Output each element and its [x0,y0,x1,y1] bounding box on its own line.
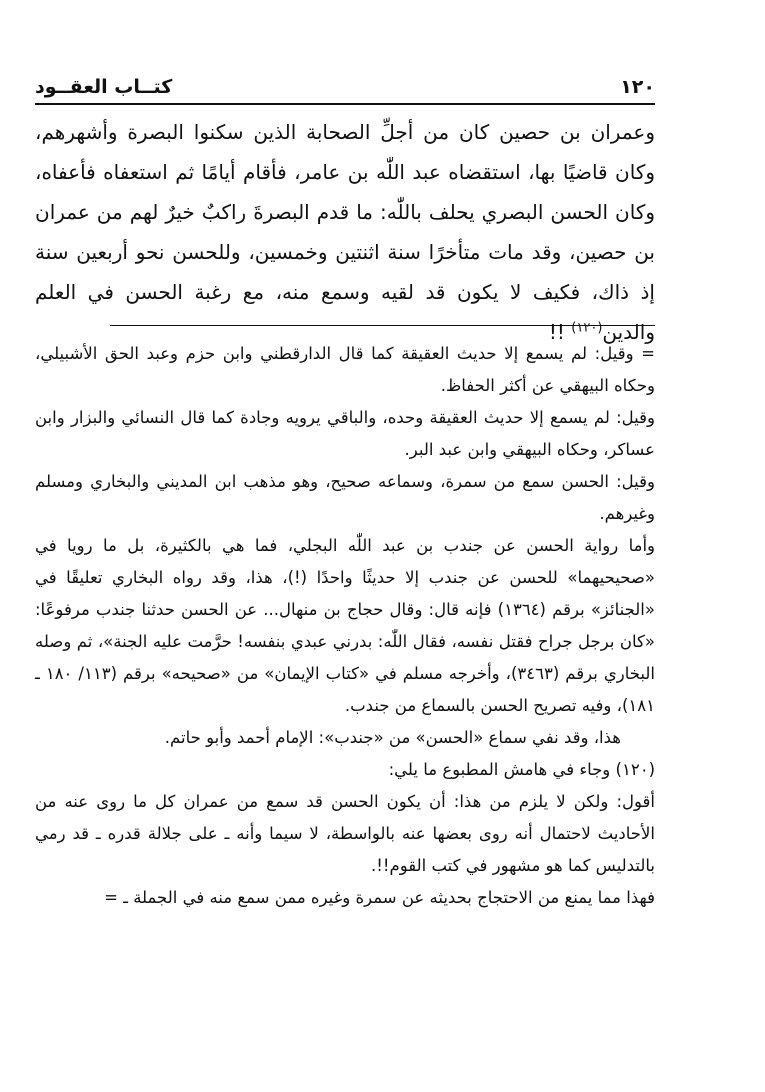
footnote-paragraph: وقيل: لم يسمع إلا حديث العقيقة وحده، والباقي يرويه وجادة كما قال النسائي والبزار وابن عساكر، وحكاه البيهقي وابن عبد البر. [35,408,655,459]
main-paragraph [35,112,655,352]
footnote-paragraph: وأما رواية الحسن عن جندب بن عبد اللّٰه البجلي، فما هي بالكثيرة، بل ما رويا في «صحيحيهما» للحسن عن جندب إلا حديثًا واحدًا (!)، هذا، وقد رواه البخاري تعليقًا في «الجنائز» برقم (١٣٦٤) فإنه قال: وقال حجاج بن منهال... عن الحسن حدثنا جندب مرفوعًا: «كان برجل جراح فقتل نفسه، فقال اللّٰه: بدرني عبدي بنفسه! حرَّمت عليه الجنة»، ثم وصله البخاري برقم (٣٤٦٣)، وأخرجه مسلم في «كتاب الإيمان» من «صحيحه» برقم (١١٣/ ١٨٠ ـ ١٨١)، وفيه تصريح الحسن بالسماع من جندب. [35,536,655,715]
main-paragraph-text: وعمران بن حصين كان من أجلِّ الصحابة الذين سكنوا البصرة وأشهرهم، وكان قاضيًا بها، استقضاه عبد اللّٰه بن عامر، فأقام أيامًا ثم استعفاه فأعفاه، وكان الحسن البصري يحلف باللّٰه: ما قدم البصرةَ راكبٌ خيرٌ لهم من عمران بن حصين، وقد مات متأخرًا سنة اثنتين وخمسين، وللحسن نحو أربعين سنة إذ ذاك، فكيف لا يكون قد لقيه وسمع منه، مع رغبة الحسن في العلم والدين [35,120,655,344]
main-text [35,112,655,352]
page-number: ١٢٠ [620,76,655,98]
footnotes [35,338,655,914]
footnote-heading: (١٢٠) وجاء في هامش المطبوع ما يلي: [388,760,655,779]
footnote-separator [110,325,655,326]
footnote-paragraph: أقول: ولكن لا يلزم من هذا: أن يكون الحسن قد سمع من عمران كل ما روى عنه من الأحاديث لاحتمال أنه روى بعضها عنه بالواسطة، لا سيما وأنه ـ على جلالة قدره ـ قد رمي بالتدليس كما هو مشهور في كتب القوم!!. [35,792,655,875]
footnote-paragraph: = وقيل: لم يسمع إلا حديث العقيقة كما قال الدارقطني وابن حزم وعبد الحق الأشبيلي، وحكاه البيهقي عن أكثر الحفاظ. [35,344,655,395]
footnote-paragraph: وقيل: الحسن سمع من سمرة، وسماعه صحيح، وهو مذهب ابن المديني والبخاري ومسلم وغيرهم. [35,472,655,523]
main-paragraph-ending: !! [548,320,565,344]
header-rule [35,103,655,105]
footnote-paragraph: هذا، وقد نفي سماع «الحسن» من «جندب»: الإمام أحمد وأبو حاتم. [164,728,621,747]
page-header [35,76,655,102]
running-title: كتــاب العقــود [35,76,173,98]
footnote-reference: (١٢٠) [571,320,603,336]
footnote-paragraph: فهذا مما يمنع من الاحتجاج بحديثه عن سمرة وغيره ممن سمع منه في الجملة ـ = [104,888,655,907]
